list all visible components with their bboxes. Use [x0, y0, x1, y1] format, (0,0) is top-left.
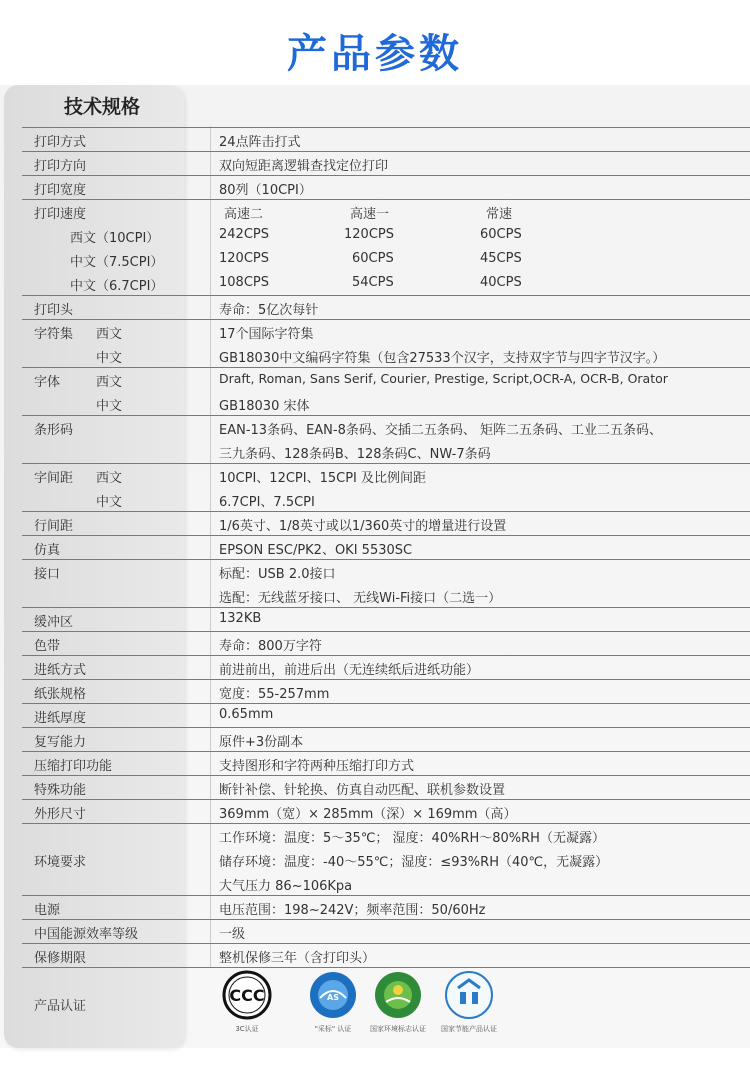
row-divider	[22, 415, 750, 416]
spec-value: 17个国际字符集	[219, 327, 314, 342]
spec-value: 1/6英寸、1/8英寸或以1/360英寸的增量进行设置	[219, 519, 507, 534]
spec-sublabel: 西文	[96, 375, 123, 390]
row-divider	[22, 727, 750, 728]
spec-label: 行间距	[34, 519, 74, 534]
spec-label: 字体	[34, 375, 61, 390]
spec-value: GB18030 宋体	[219, 399, 310, 414]
spec-sublabel: 中文	[96, 495, 123, 510]
spec-sublabel: 中文	[96, 351, 123, 366]
row-divider	[22, 607, 750, 608]
page-title: 产品参数	[287, 31, 463, 77]
spec-value: 工作环境：温度：5～35℃； 湿度：40%RH～80%RH（无凝露）	[219, 831, 605, 846]
spec-value: 一级	[219, 927, 246, 942]
spec-label: 打印头	[34, 303, 74, 318]
spec-sublabel: 西文	[96, 327, 123, 342]
speed-value: 60CPS	[352, 251, 394, 266]
spec-label: 仿真	[34, 543, 61, 558]
cert-environment	[367, 970, 429, 1034]
column-divider	[210, 126, 211, 968]
spec-value: EAN-13条码、EAN-8条码、交插二五条码、 矩阵二五条码、工业二五条码、	[219, 423, 662, 438]
spec-value: EPSON ESC/PK2、OKI 5530SC	[219, 543, 413, 558]
standard-icon	[302, 970, 364, 1022]
spec-value: 储存环境：温度：-40～55℃；湿度：≤93%RH（40℃，无凝露）	[219, 855, 609, 870]
spec-label: 中国能源效率等级	[34, 927, 139, 942]
spec-value: 寿命：800万字符	[219, 639, 322, 654]
row-divider	[22, 823, 750, 824]
spec-value: 10CPI、12CPI、15CPI 及比例间距	[219, 471, 427, 486]
spec-label: 纸张规格	[34, 687, 87, 702]
spec-label: 特殊功能	[34, 783, 87, 798]
spec-label: 色带	[34, 639, 61, 654]
spec-value: 前进前出，前进后出（无连续纸后进纸功能）	[219, 663, 480, 678]
spec-label: 打印宽度	[34, 183, 87, 198]
spec-value: 6.7CPI、7.5CPI	[219, 495, 315, 510]
spec-value: GB18030中文编码字符集（包含27533个汉字，支持双字节与四字节汉字。）	[219, 351, 666, 366]
row-divider	[22, 127, 750, 128]
row-divider	[22, 943, 750, 944]
spec-label: 复写能力	[34, 735, 87, 750]
spec-label: 字符集	[34, 327, 74, 342]
spec-value: 标配：USB 2.0接口	[219, 567, 336, 582]
speed-value: 108CPS	[219, 275, 269, 290]
spec-value: 原件+3份副本	[219, 735, 304, 750]
row-divider	[22, 295, 750, 296]
spec-label: 环境要求	[34, 855, 87, 870]
row-divider	[22, 319, 750, 320]
row-divider	[22, 535, 750, 536]
speed-value: 45CPS	[480, 251, 522, 266]
row-divider	[22, 919, 750, 920]
spec-label: 压缩打印功能	[34, 759, 113, 774]
environment-label-icon	[367, 970, 429, 1022]
speed-row-label: 西文（10CPI）	[70, 231, 160, 246]
spec-value: 电压范围：198~242V；频率范围：50/60Hz	[219, 903, 486, 918]
spec-label: 打印方式	[34, 135, 87, 150]
spec-value: 断针补偿、针轮换、仿真自动匹配、联机参数设置	[219, 783, 506, 798]
spec-label: 进纸厚度	[34, 711, 87, 726]
spec-label: 打印速度	[34, 207, 87, 222]
spec-value: 三九条码、128条码B、128条码C、NW-7条码	[219, 447, 491, 462]
cert-ccc	[216, 970, 278, 1034]
row-divider	[22, 703, 750, 704]
spec-label: 缓冲区	[34, 615, 74, 630]
row-divider	[22, 463, 750, 464]
row-divider	[22, 631, 750, 632]
cert-caption: 国家环境标志认证	[370, 1025, 426, 1033]
speed-value: 120CPS	[219, 251, 269, 266]
spec-value: 24点阵击打式	[219, 135, 301, 150]
spec-label: 产品认证	[34, 999, 87, 1014]
spec-label: 条形码	[34, 423, 74, 438]
energy-saving-icon	[438, 970, 500, 1022]
spec-value: 132KB	[219, 611, 262, 626]
row-divider	[22, 967, 750, 968]
row-divider	[22, 775, 750, 776]
spec-value: 80列（10CPI）	[219, 183, 312, 198]
spec-label: 打印方向	[34, 159, 87, 174]
spec-value: 双向短距离逻辑查找定位打印	[219, 159, 389, 174]
spec-sublabel: 中文	[96, 399, 123, 414]
spec-value: 369mm（宽）× 285mm（深）× 169mm（高）	[219, 807, 517, 822]
speed-value: 242CPS	[219, 227, 269, 242]
speed-value: 60CPS	[480, 227, 522, 242]
svg-text:AS: AS	[327, 993, 339, 1002]
row-divider	[22, 895, 750, 896]
spec-value: 整机保修三年（含打印头）	[219, 951, 376, 966]
speed-row-label: 中文（7.5CPI）	[70, 255, 164, 270]
spec-value: 寿命：5亿次每针	[219, 303, 319, 318]
spec-value: 选配：无线蓝牙接口、 无线Wi-Fi接口（二选一）	[219, 591, 502, 606]
spec-label: 外形尺寸	[34, 807, 87, 822]
row-divider	[22, 199, 750, 200]
cert-caption: 国家节能产品认证	[441, 1025, 497, 1033]
spec-label: 保修期限	[34, 951, 87, 966]
row-divider	[22, 151, 750, 152]
cert-standard	[302, 970, 364, 1034]
cert-energy-saving	[438, 970, 500, 1034]
svg-text:CCC: CCC	[229, 986, 265, 1005]
spec-label: 字间距	[34, 471, 74, 486]
spec-label: 接口	[34, 567, 61, 582]
ccc-icon	[216, 970, 278, 1022]
cert-caption: 3C认证	[235, 1025, 259, 1033]
row-divider	[22, 559, 750, 560]
row-divider	[22, 679, 750, 680]
row-divider	[22, 655, 750, 656]
row-divider	[22, 799, 750, 800]
section-header: 技术规格	[63, 96, 140, 118]
speed-value: 40CPS	[480, 275, 522, 290]
spec-label: 进纸方式	[34, 663, 87, 678]
row-divider	[22, 751, 750, 752]
speed-value: 120CPS	[344, 227, 394, 242]
speed-header: 常速	[486, 207, 513, 222]
speed-header: 高速二	[224, 207, 264, 222]
spec-label: 电源	[34, 903, 61, 918]
cert-caption: "采标" 认证	[314, 1025, 352, 1033]
row-divider	[22, 175, 750, 176]
row-divider	[22, 367, 750, 368]
row-divider	[22, 511, 750, 512]
spec-value: 0.65mm	[219, 707, 274, 722]
speed-header: 高速一	[350, 207, 390, 222]
spec-value: 宽度：55-257mm	[219, 687, 330, 702]
spec-value: Draft, Roman, Sans Serif, Courier, Prestige, Script,OCR-A, OCR-B, Orator	[219, 371, 668, 386]
spec-value: 大气压力 86~106Kpa	[219, 879, 353, 894]
spec-value: 支持图形和字符两种压缩打印方式	[219, 759, 415, 774]
speed-row-label: 中文（6.7CPI）	[70, 279, 164, 294]
spec-sublabel: 西文	[96, 471, 123, 486]
speed-value: 54CPS	[352, 275, 394, 290]
